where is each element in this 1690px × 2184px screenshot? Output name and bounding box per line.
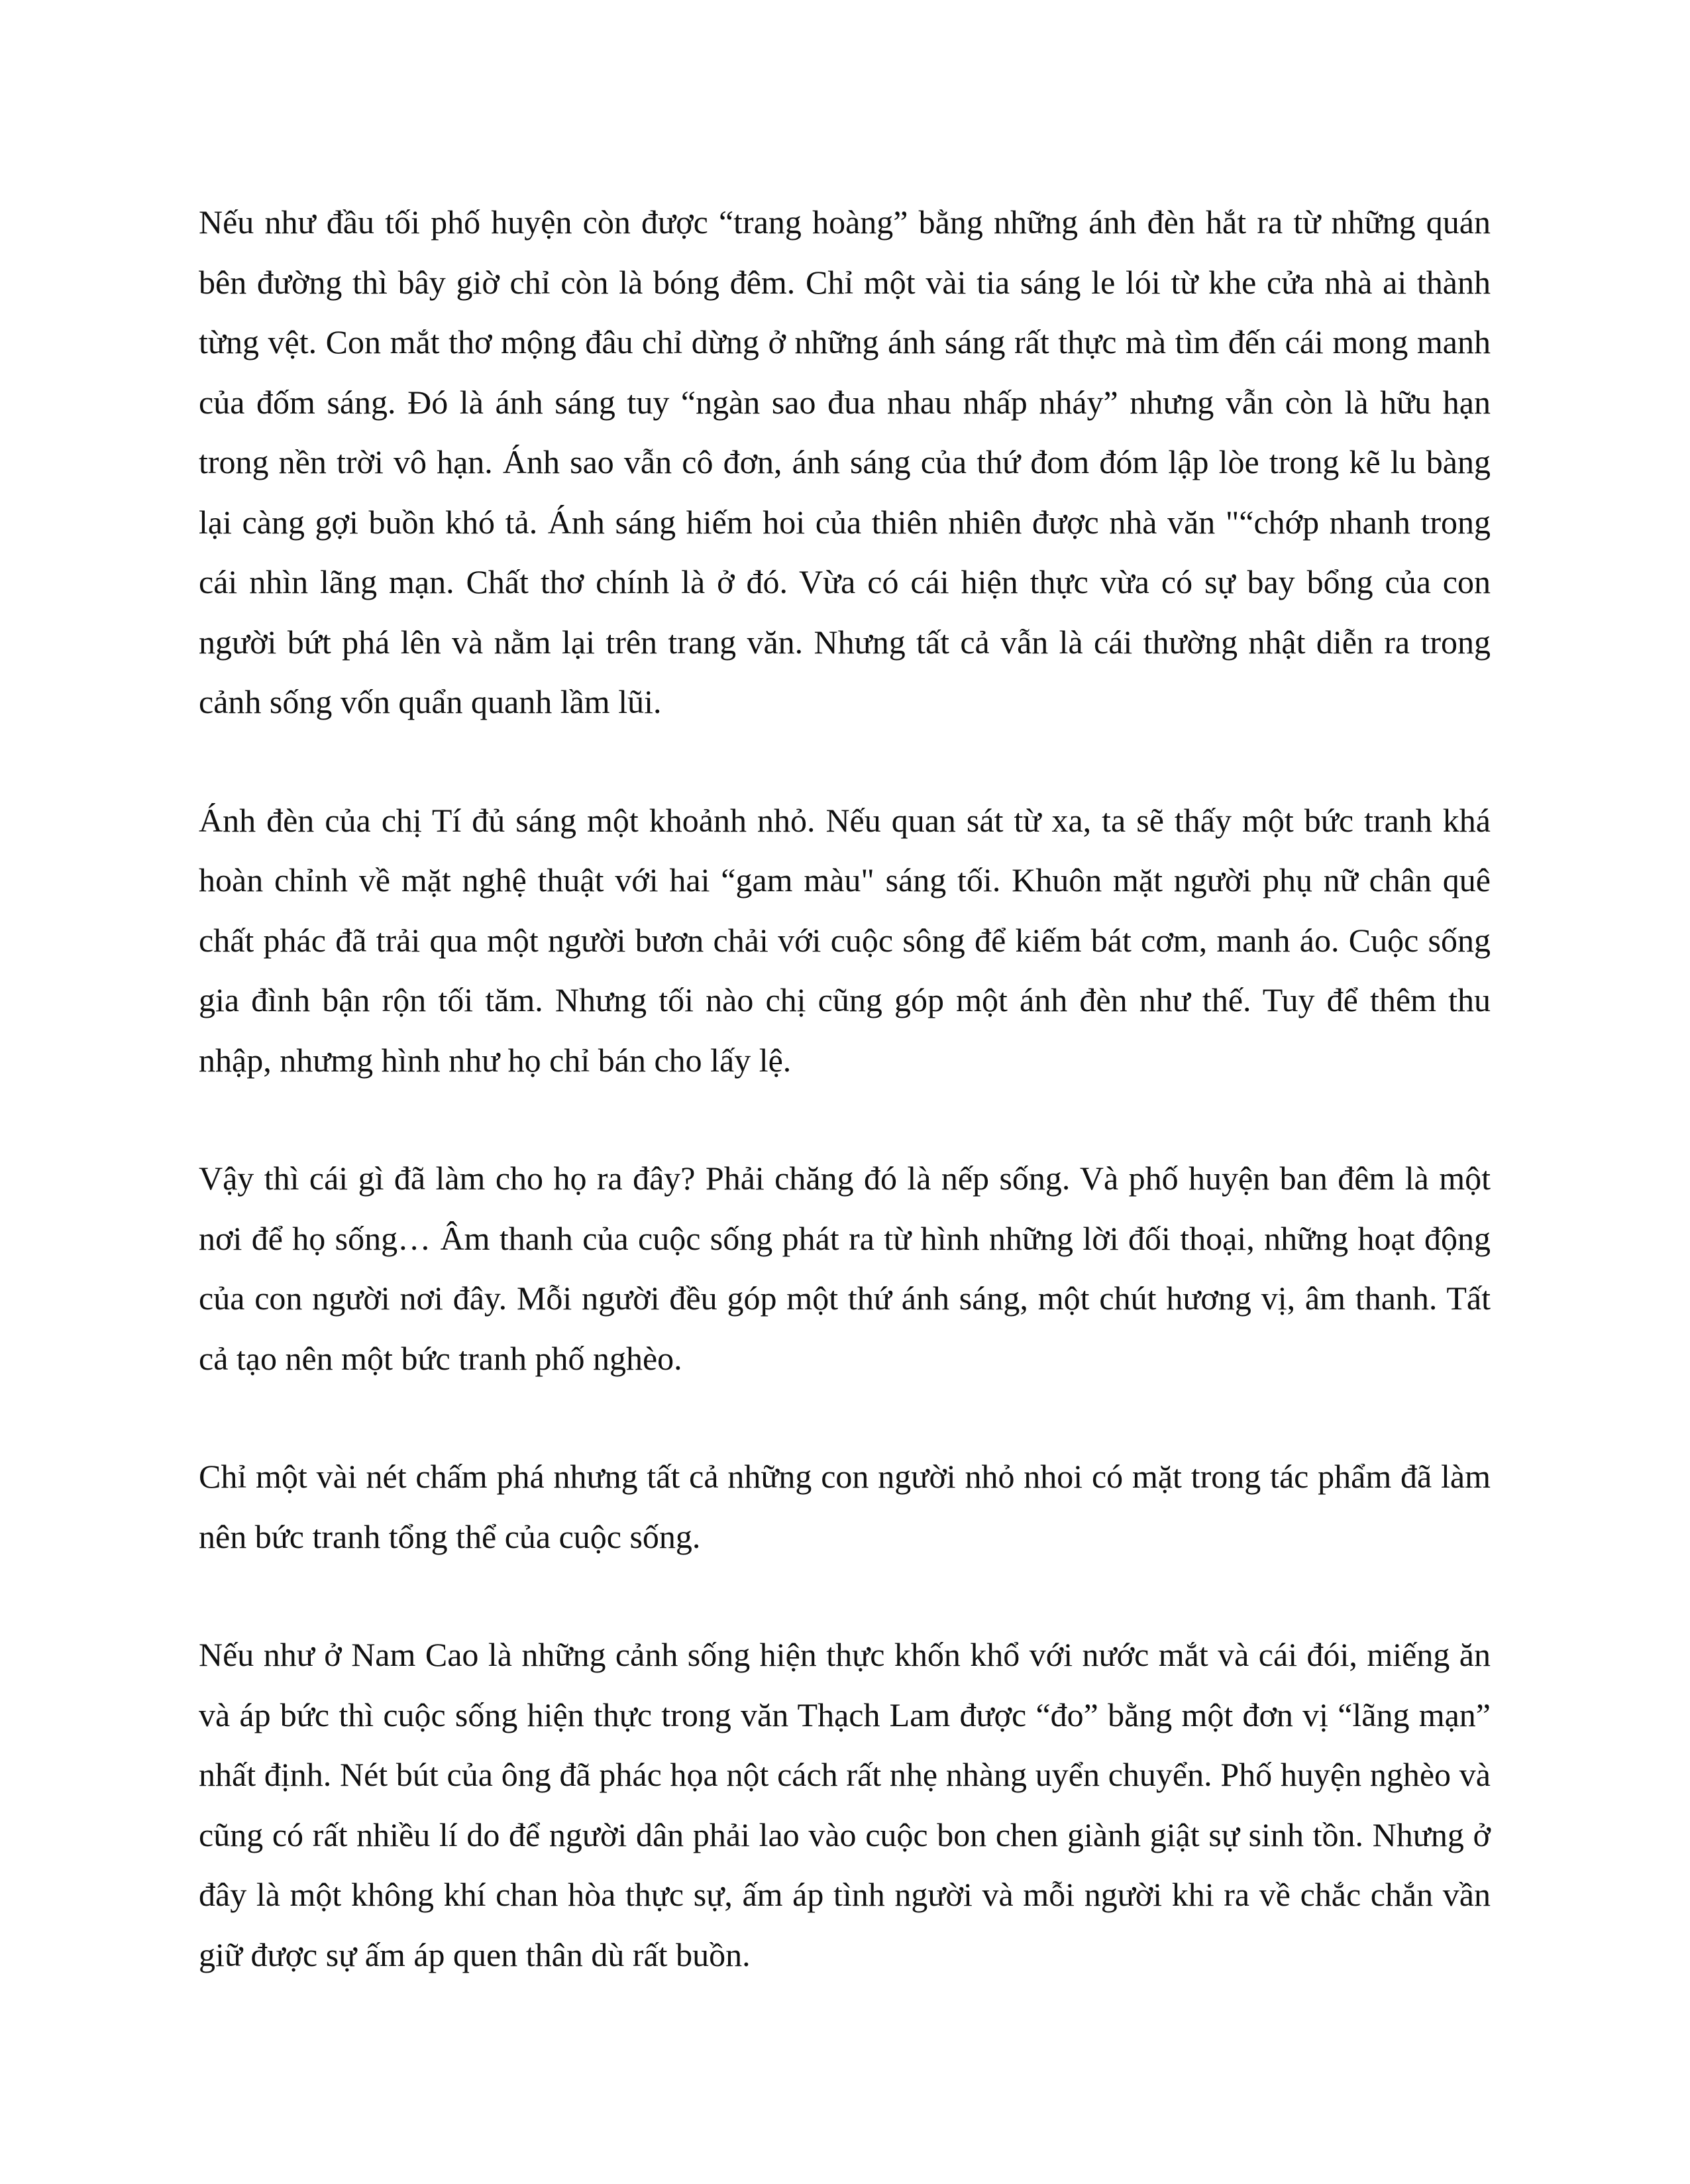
paragraph: Nếu như đầu tối phố huyện còn được “trang hoàng” bằng những ánh đèn hắt ra từ những quán bên đường thì bây giờ chỉ còn là bóng đêm. Chỉ một vài tia sáng le lói từ khe cửa nhà ai thành từng vệt. Con mắt thơ mộng đâu chỉ dừng ở những ánh sáng rất thực mà tìm đến cái mong manh của đốm sáng. Đó là ánh sáng tuy “ngàn sao đua nhau nhấp nháy” nhưng vẫn còn là hữu hạn trong nền trời vô hạn. Ánh sao vẫn cô đơn, ánh sáng của thứ đom đóm lập lòe trong kẽ lu bàng lại càng gợi buồn khó tả. Ánh sáng hiếm hoi của thiên nhiên được nhà văn "“chớp nhanh trong cái nhìn lãng mạn. Chất thơ chính là ở đó. Vừa có cái hiện thực vừa có sự bay bổng của con người bứt phá lên và nằm lại trên trang văn. Nhưng tất cả vẫn là cái thường nhật diễn ra trong cảnh sống vốn quẩn quanh lầm lũi. [199,203,1491,720]
document-page [199,192,1491,1985]
paragraph: Vậy thì cái gì đã làm cho họ ra đây? Phải chăng đó là nếp sống. Và phố huyện ban đêm là một nơi để họ sống… Âm thanh của cuộc sống phát ra từ hình những lời đối thoại, những hoạt động của con người nơi đây. Mỗi người đều góp một thứ ánh sáng, một chút hương vị, âm thanh. Tất cả tạo nên một bức tranh phố nghèo. [199,1160,1491,1377]
paragraph: Ánh đèn của chị Tí đủ sáng một khoảnh nhỏ. Nếu quan sát từ xa, ta sẽ thấy một bức tranh khá hoàn chỉnh về mặt nghệ thuật với hai “gam màu" sáng tối. Khuôn mặt người phụ nữ chân quê chất phác đã trải qua một người bươn chải với cuộc sông để kiếm bát cơm, manh áo. Cuộc sống gia đình bận rộn tối tăm. Nhưng tối nào chị cũng góp một ánh đèn như thế. Tuy để thêm thu nhập, nhưmg hình như họ chỉ bán cho lấy lệ. [199,801,1491,1079]
paragraph: Chỉ một vài nét chấm phá nhưng tất cả những con người nhỏ nhoi có mặt trong tác phẩm đã làm nên bức tranh tổng thể của cuộc sống. [199,1458,1491,1555]
paragraph: Nếu như ở Nam Cao là những cảnh sống hiện thực khốn khổ với nước mắt và cái đói, miếng ăn và áp bức thì cuộc sống hiện thực trong văn Thạch Lam được “đo” bằng một đơn vị “lãng mạn” nhất định. Nét bút của ông đã phác họa nột cách rất nhẹ nhàng uyển chuyển. Phố huyện nghèo và cũng có rất nhiều lí do để người dân phải lao vào cuộc bon chen giành giật sự sinh tồn. Nhưng ở đây là một không khí chan hòa thực sự, ấm áp tình người và mỗi người khi ra về chắc chắn vần giữ được sự ấm áp quen thân dù rất buồn. [199,1636,1491,1973]
